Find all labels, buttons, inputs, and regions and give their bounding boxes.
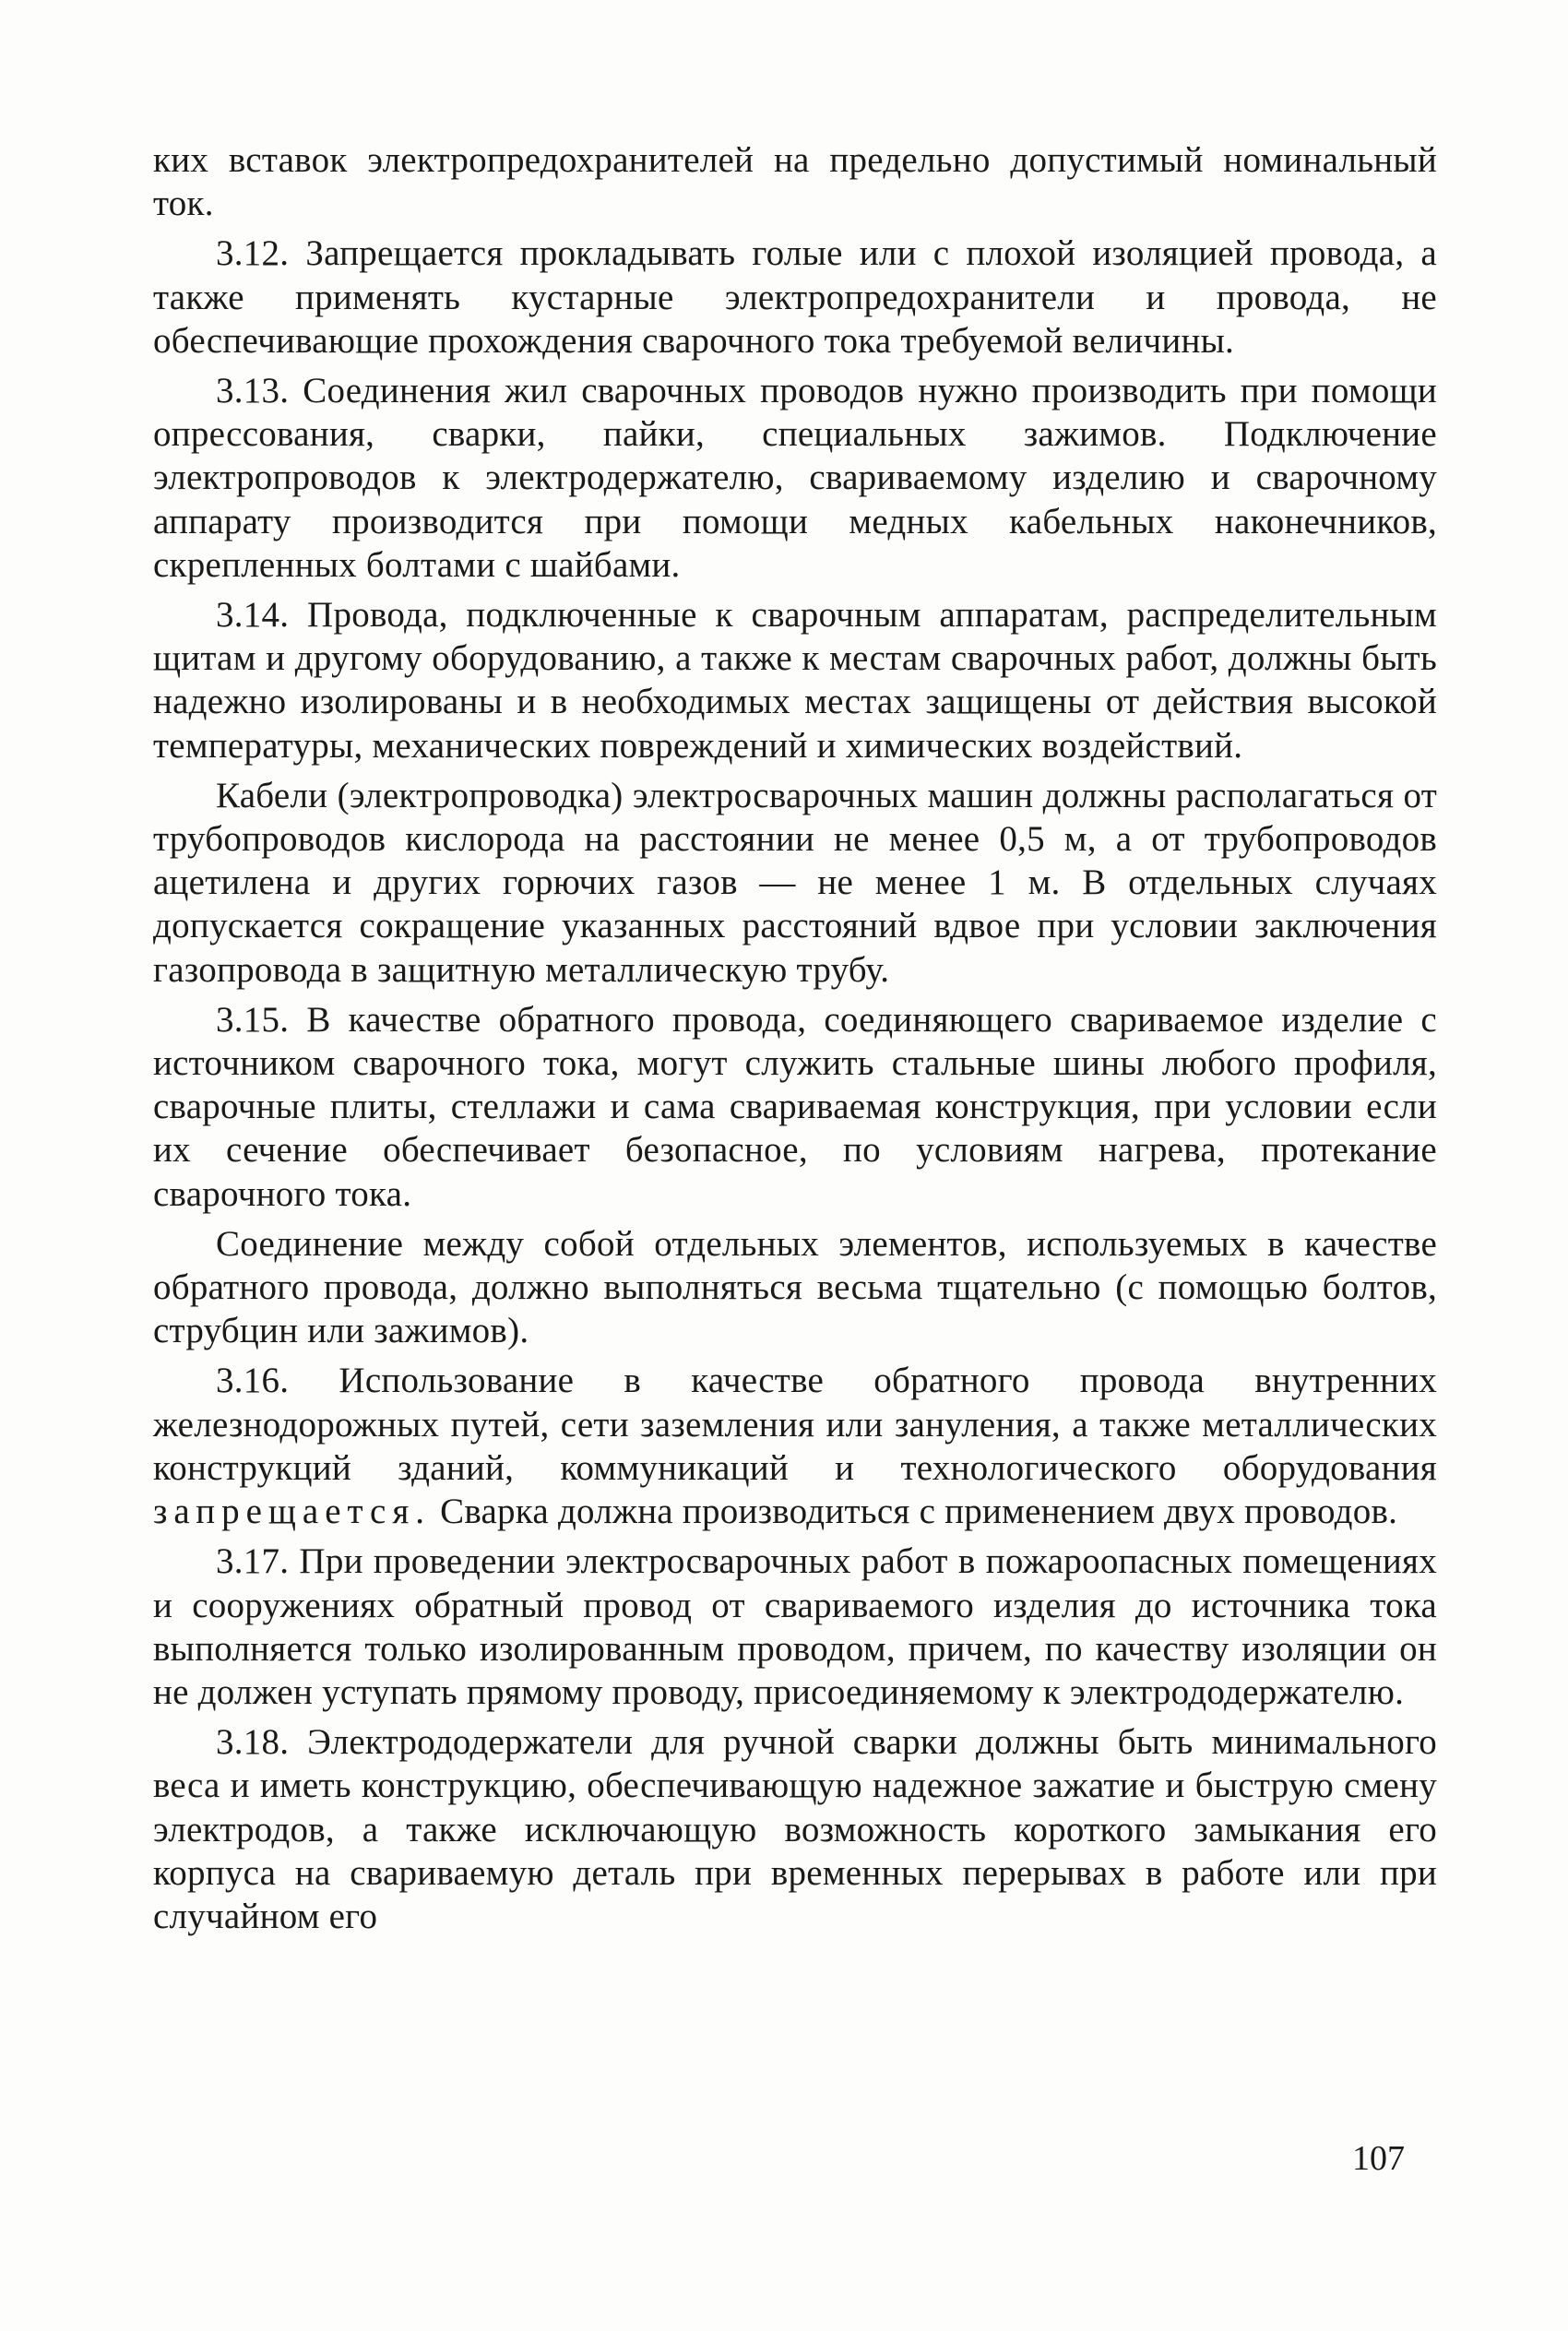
paragraph-3-16-after: Сварка должна производиться с применением двух проводов. (431, 1492, 1398, 1532)
paragraph-3-17: 3.17. При проведении электросварочных работ в пожароопасных помещениях и сооружениях обратный провод от свариваемого изделия до источника тока выполняется только изолированным проводом, причем, по качеству изоляции он не должен уступать прямому проводу, присоединяемому к электрододержателю. (153, 1541, 1437, 1712)
paragraph-cables: Кабели (электропроводка) электросварочных машин должны располагаться от трубопроводов кислорода на расстоянии не менее 0,5 м, а от трубопроводов ацетилена и других горючих газов — не менее 1 м. В отдельных случаях допускается сокращение указанных расстояний вдвое при условии заключения газопровода в защитную металлическую трубу. (153, 775, 1437, 990)
paragraph-continuation: ких вставок электропредохранителей на предельно допустимый номинальный ток. (153, 140, 1437, 224)
paragraph-3-16-before: 3.16. Использование в качестве обратного провода внутренних железнодорожных путей, сети заземления или зануления, а также металлических конструкций зданий, коммуникаций и технологического оборудования (153, 1361, 1437, 1488)
paragraph-3-16 (153, 1359, 1437, 1533)
paragraph-3-13: 3.13. Соединения жил сварочных проводов нужно производить при помощи опрессования, сварки, пайки, специальных зажимов. Подключение электропроводов к электродержателю, свариваемому изделию и сварочному аппарату производится при помощи медных кабельных наконечников, скрепленных болтами с шайбами. (153, 371, 1437, 585)
paragraph-connection: Соединение между собой отдельных элементов, используемых в качестве обратного провода, должно выполняться весьма тщательно (с помощью болтов, струбцин или зажимов). (153, 1223, 1437, 1351)
paragraph-3-15: 3.15. В качестве обратного провода, соединяющего свариваемое изделие с источником сварочного тока, могут служить стальные шины любого профиля, сварочные плиты, стеллажи и сама свариваемая конструкция, при условии если их сечение обеспечивает безопасное, по условиям нагрева, протекание сварочного тока. (153, 999, 1437, 1214)
paragraph-3-18: 3.18. Электрододержатели для ручной сварки должны быть минимального веса и иметь конструкцию, обеспечивающую надежное зажатие и быструю смену электродов, а также исключающую возможность короткого замыкания его корпуса на свариваемую деталь при временных перерывах в работе или при случайном его (153, 1722, 1437, 1936)
paragraph-3-12: 3.12. Запрещается прокладывать голые или с плохой изоляцией провода, а также применять кустарные электропредохранители и провода, не обеспечивающие прохождения сварочного тока требуемой величины. (153, 233, 1437, 361)
paragraph-3-14: 3.14. Провода, подключенные к сварочным аппаратам, распределительным щитам и другому оборудованию, а также к местам сварочных работ, должны быть надежно изолированы и в необходимых местах защищены от действия высокой температуры, механических повреждений и химических воздействий. (153, 595, 1437, 766)
page-number: 107 (1352, 2139, 1405, 2178)
body-text (153, 138, 1437, 1944)
emphasis-prohibited: запрещается. (153, 1492, 432, 1532)
